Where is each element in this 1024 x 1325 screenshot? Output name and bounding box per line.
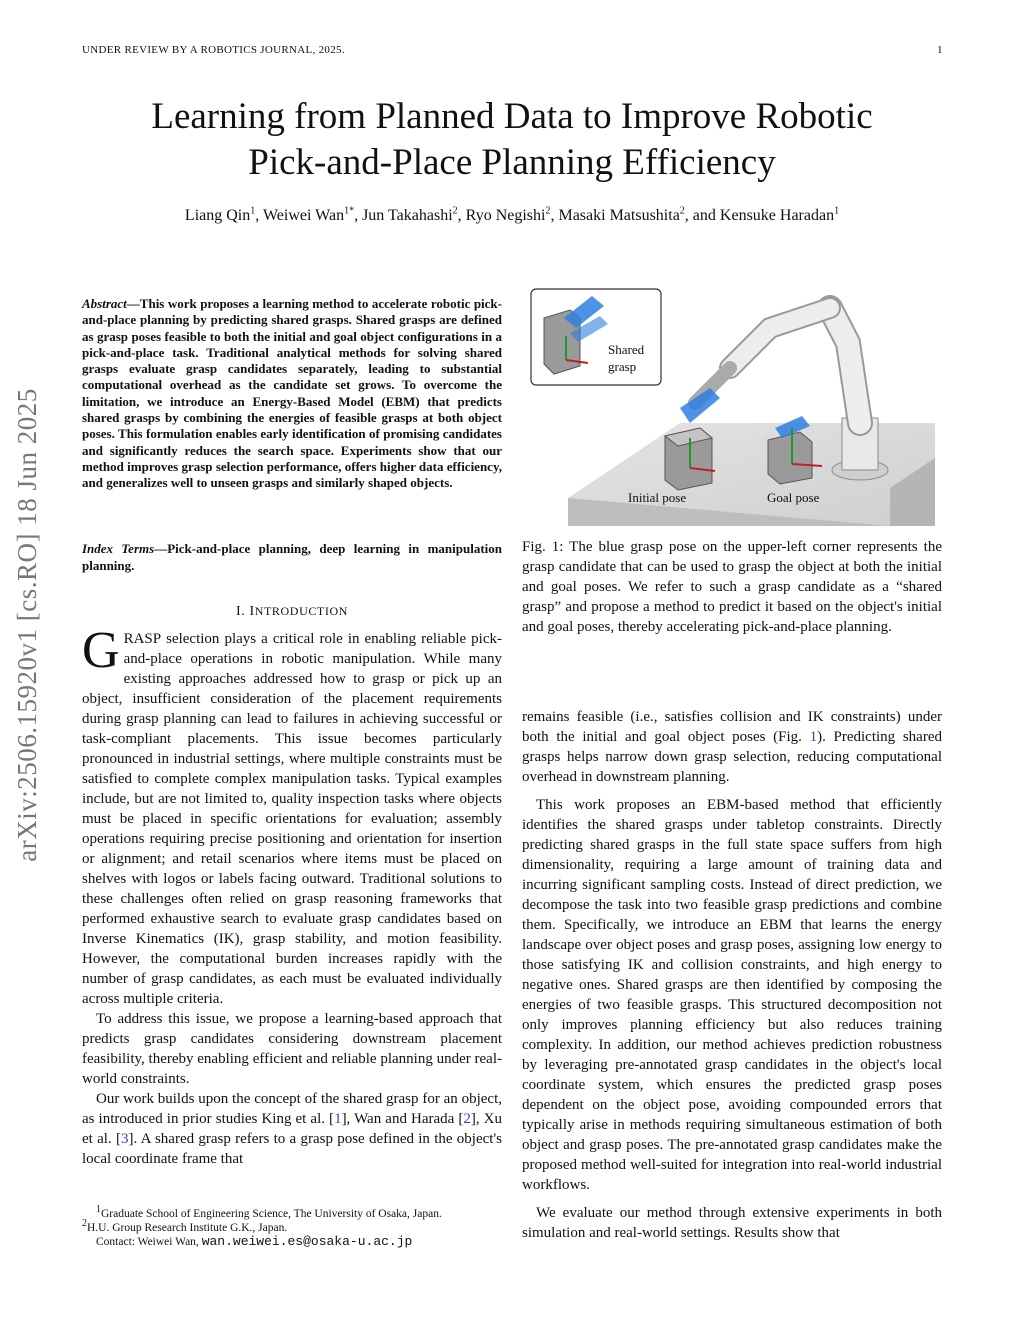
author-separator: , xyxy=(354,207,363,224)
author-name: Kensuke Haradan xyxy=(719,207,835,224)
title-line-2: Pick-and-Place Planning Efficiency xyxy=(248,142,776,183)
section-heading xyxy=(82,604,502,620)
footnote-text: Graduate School of Engineering Science, The University of Osaka, Japan. xyxy=(101,1208,442,1220)
paragraph-text: remains feasible (i.e., satisfies collision and IK constraints) under both the initial and goal object poses (Fig. xyxy=(522,709,942,745)
drop-cap-continuation: RASP xyxy=(123,631,162,647)
right-paragraph-3: We evaluate our method through extensive experiments in both simulation and real-world settings. Results show that xyxy=(522,1205,942,1241)
label-goal-pose: Goal pose xyxy=(767,490,820,505)
intro-paragraph-3 xyxy=(82,1089,502,1169)
footnote-1 xyxy=(82,1204,502,1221)
author-separator: , xyxy=(255,207,263,224)
title-line-1: Learning from Planned Data to Improve Robotic xyxy=(151,96,873,137)
drop-cap: G xyxy=(82,622,120,679)
figure-caption xyxy=(522,537,942,637)
author-affiliation: 2 xyxy=(679,205,685,217)
right-paragraph-1 xyxy=(522,707,942,787)
contact-email[interactable]: wan.weiwei.es@osaka-u.ac.jp xyxy=(201,1234,413,1249)
author-separator: , xyxy=(457,207,466,224)
caption-label: Fig. 1: xyxy=(522,539,564,555)
author-affiliation: 1 xyxy=(250,205,256,217)
contact-label: Contact: Weiwei Wan, xyxy=(96,1236,202,1248)
author-name: Liang Qin xyxy=(184,207,251,224)
author-name: Weiwei Wan xyxy=(262,207,345,224)
footnote-2 xyxy=(82,1218,502,1235)
section-number: I. xyxy=(235,604,246,619)
paper-title xyxy=(60,94,964,186)
author-name: Jun Takahashi xyxy=(362,207,453,224)
author-separator: , xyxy=(550,207,559,224)
page-number: 1 xyxy=(937,44,943,56)
footnote-marker: 1 xyxy=(96,1204,101,1216)
paragraph-text: ], Xu et al. [ xyxy=(82,1111,503,1147)
author-list xyxy=(60,207,964,225)
paragraph-text: ). Predicting shared grasps helps narrow down grasp selection, reducing computational overhead in downstream planning. xyxy=(522,729,942,785)
section-title-initial: I xyxy=(249,604,255,619)
abstract-text: —This work proposes a learning method to accelerate robotic pick-and-place planning by predicting shared grasps. Shared grasps are defined as grasp poses feasible to both the initial and goal object configurations in a pick-and-place task. Traditional analytical methods for solving shared grasps evaluate grasp candidates separately, leading to substantial computational overhead as the candidate set grows. To overcome the limitation, we introduce an Energy-Based Model (EBM) that predicts shared grasps by combining the energies of feasible grasps at both object poses. This formulation enables early identification of promising candidates and significantly reduces the search space. Experiments show that our method improves grasp selection performance, offers higher data efficiency, and generalizes well to unseen grasps and similarly shaped objects. xyxy=(82,296,502,491)
index-terms-label: Index Terms xyxy=(82,541,155,556)
contact-line xyxy=(82,1235,502,1249)
figure-illustration xyxy=(530,288,935,526)
author-affiliation: 1 xyxy=(834,205,840,217)
section-title-rest: NTRODUCTION xyxy=(254,604,348,618)
footnote-text: H.U. Group Research Institute G.K., Japan. xyxy=(87,1222,288,1234)
footnote-marker: 2 xyxy=(82,1218,87,1230)
citation-link[interactable]: 2 xyxy=(463,1111,471,1127)
figure-1 xyxy=(530,288,935,526)
paragraph-text: Our work builds upon the concept of the shared grasp for an object, as introduced in prior studies King et al. [ xyxy=(82,1091,502,1127)
label-initial-pose: Initial pose xyxy=(628,490,687,505)
caption-text: The blue grasp pose on the upper-left corner represents the grasp candidate that can be used to grasp the object at both the initial and goal poses. We refer to such a grasp candidate as a “shared grasp” and propose a method to predict it based on the object's initial and goal poses, thereby accelerating pick-and-place planning. xyxy=(522,539,942,635)
author-name: Ryo Negishi xyxy=(465,207,546,224)
inset-label-grasp: grasp xyxy=(608,359,637,374)
right-column-body xyxy=(522,707,942,1251)
intro-paragraph-1 xyxy=(82,622,502,1009)
right-paragraph-2: This work proposes an EBM-based method that efficiently identifies the shared grasps under tabletop constraints. Directly predicting shared grasps in the full state space suffers from high dimensionality, requiring a large amount of training data and incurring significant sampling costs. Instead of direct prediction, we decompose the task into two feasible grasp predictions and combine them. Specifically, we introduce an EBM that learns the energy landscape over object poses and grasp poses, assigning low energy to those satisfying IK and collision constraints, and high energy to negative ones. Shared grasps are then identified by composing the energies of two feasible grasps. This structured decomposition not only improves planning efficiency but also reduces training complexity. In addition, our method achieves prediction robustness by leveraging pre-annotated grasp candidates in the object's local coordinate system, which ensures the predicted grasp poses dependent on the object pose, avoiding compounded errors that typically arise in methods requiring simultaneous estimation of both object and grasp poses. The pre-annotated grasp candidates make the proposed method well-suited for integration into real-world industrial workflows. xyxy=(522,797,942,1193)
running-header: UNDER REVIEW BY A ROBOTICS JOURNAL, 2025. xyxy=(82,44,345,56)
author-name: Masaki Matsushita xyxy=(558,207,680,224)
author-affiliation: 2 xyxy=(545,205,551,217)
paragraph-text: ]. A shared grasp refers to a grasp pose defined in the object's local coordinate frame that xyxy=(82,1131,503,1167)
paragraph-text: ], Wan and Harada [ xyxy=(341,1111,464,1127)
abstract-label: Abstract xyxy=(82,296,127,311)
paragraph-text: selection plays a critical role in enabling reliable pick-and-place operations in robotic manipulation. While many existing approaches addressed how to grasp or pick up an object, insufficient consideration of the placement requirements during grasp planning can lead to failures in achieving successful or task-compliant placements. This issue becomes particularly pronounced in industrial settings, where multiple constraints must be satisfied to complete complex manipulation tasks. Typical examples include, but are not limited to, quality inspection tasks where objects must be placed in specific orientations for evaluation; assembly operations requiring precise positioning and orientation for insertion or alignment; and retail scenarios where items must be placed on shelves with logos or labels facing outward. Traditional solutions to these challenges often relied on grasp reasoning frameworks that performed exhaustive search to evaluate grasp candidates based on Inverse Kinematics (IK), grasp stability, and motion feasibility. However, the computational burden increases rapidly with the number of grasp candidates, as each must be evaluated individually across multiple criteria. xyxy=(82,631,502,1007)
author-affiliation: 1* xyxy=(344,205,355,217)
object-goal-pose xyxy=(768,432,812,484)
index-terms xyxy=(82,540,502,574)
index-terms-text: —Pick-and-place planning, deep learning in manipulation planning. xyxy=(82,541,502,573)
arxiv-stamp: arXiv:2506.15920v1 [cs.RO] 18 Jun 2025 xyxy=(12,388,42,862)
inset-label-shared: Shared xyxy=(608,342,645,357)
figure-reference-link[interactable]: 1 xyxy=(809,729,818,745)
abstract xyxy=(82,296,502,492)
citation-link[interactable]: 3 xyxy=(120,1131,129,1147)
author-separator: , and xyxy=(684,207,720,224)
intro-paragraph-2: To address this issue, we propose a learning-based approach that predicts grasp candidates considering downstream placement feasibility, thereby enabling efficient and reliable planning under real-world constraints. xyxy=(82,1011,502,1087)
author-affiliation: 2 xyxy=(452,205,458,217)
introduction-body xyxy=(82,622,503,1169)
footnotes xyxy=(82,1204,502,1249)
citation-link[interactable]: 1 xyxy=(334,1111,342,1127)
